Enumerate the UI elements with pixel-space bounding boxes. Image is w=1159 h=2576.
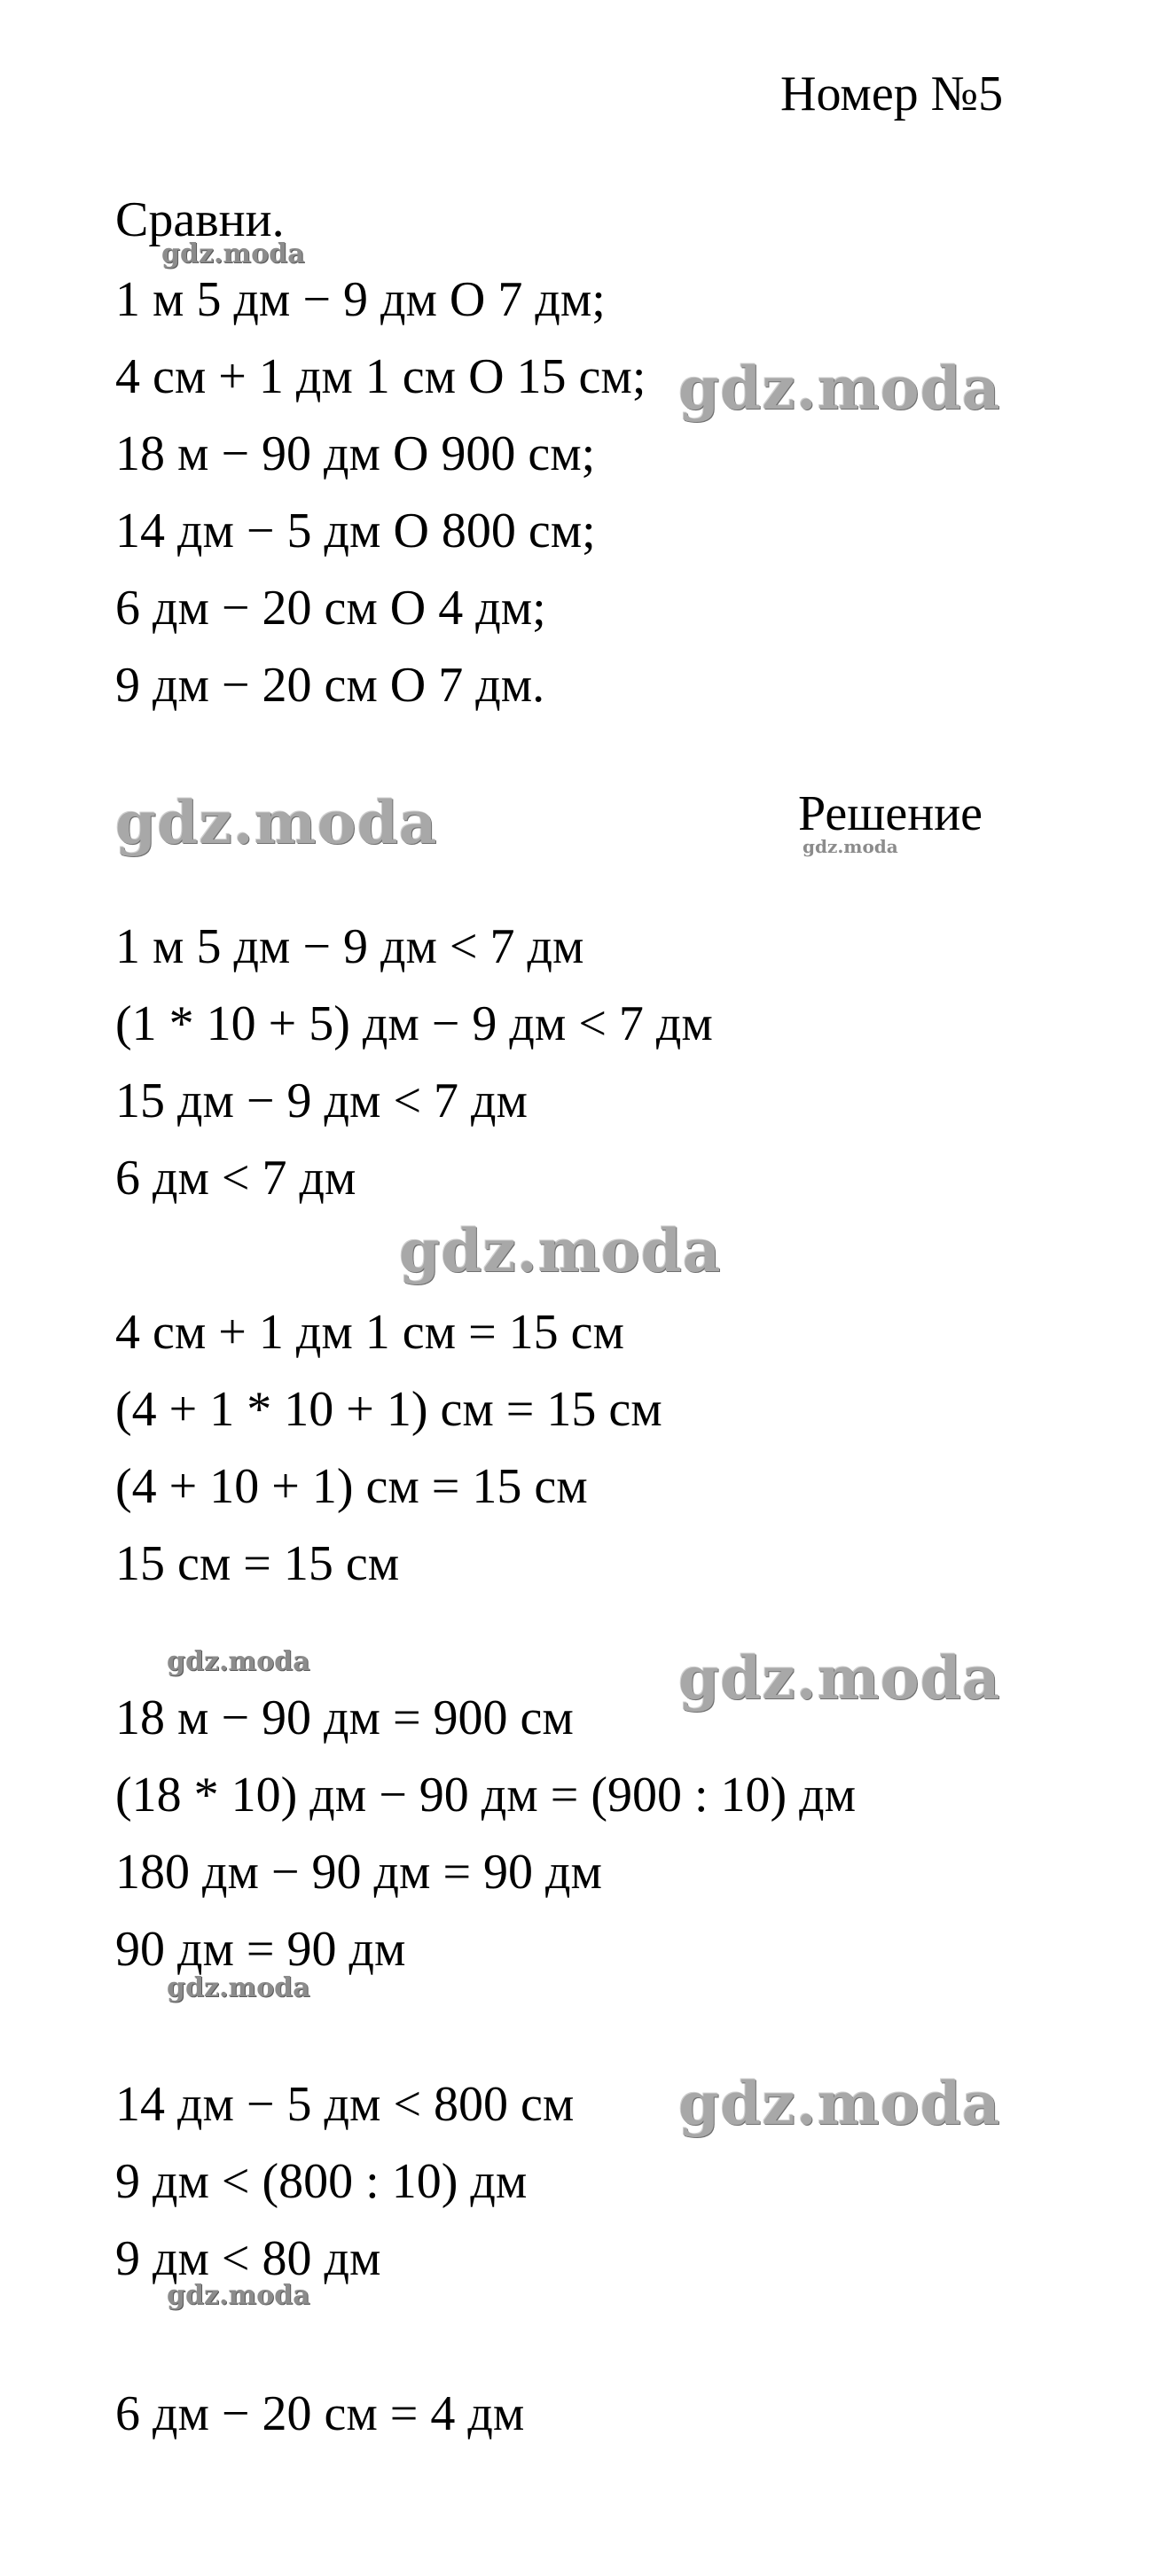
watermark: gdz.moda [803,836,898,857]
task-title: Сравни. [115,192,285,247]
watermark: gdz.moda [167,1972,310,2003]
solution-line: 14 дм − 5 дм < 800 см [115,2077,575,2132]
solution-line: 9 дм < 80 дм [115,2231,381,2286]
solution-line: 18 м − 90 дм = 900 см [115,1690,574,1745]
watermark: gdz.moda [161,238,305,269]
solution-line: 15 см = 15 см [115,1536,400,1591]
task-line: 14 дм − 5 дм О 800 см; [115,503,596,558]
task-number-title: Номер №5 [780,66,1004,121]
solution-heading: Решение [798,786,983,841]
watermark: gdz.moda [678,1643,1001,1713]
watermark: gdz.moda [167,1646,310,1677]
solution-line: 15 дм − 9 дм < 7 дм [115,1073,528,1128]
task-line: 9 дм − 20 см О 7 дм. [115,658,545,713]
task-line: 18 м − 90 дм О 900 см; [115,426,596,481]
task-line: 6 дм − 20 см О 4 дм; [115,581,546,636]
watermark: gdz.moda [399,1216,722,1285]
solution-line: 90 дм = 90 дм [115,1922,406,1977]
watermark: gdz.moda [678,2069,1001,2138]
solution-line: (4 + 10 + 1) см = 15 см [115,1459,588,1514]
solution-line: 1 м 5 дм − 9 дм < 7 дм [115,919,584,974]
watermark: gdz.moda [115,788,438,857]
watermark: gdz.moda [678,354,1001,423]
task-line: 1 м 5 дм − 9 дм О 7 дм; [115,272,606,327]
solution-line: (4 + 1 * 10 + 1) см = 15 см [115,1382,662,1437]
watermark: gdz.moda [167,2280,310,2311]
solution-line: (18 * 10) дм − 90 дм = (900 : 10) дм [115,1768,857,1823]
solution-line: 9 дм < (800 : 10) дм [115,2154,528,2209]
solution-line: 4 см + 1 дм 1 см = 15 см [115,1305,624,1360]
solution-line: 180 дм − 90 дм = 90 дм [115,1845,602,1900]
solution-line: (1 * 10 + 5) дм − 9 дм < 7 дм [115,996,713,1051]
solution-line: 6 дм < 7 дм [115,1151,356,1206]
solution-line: 6 дм − 20 см = 4 дм [115,2386,525,2441]
task-line: 4 см + 1 дм 1 см О 15 см; [115,349,646,404]
